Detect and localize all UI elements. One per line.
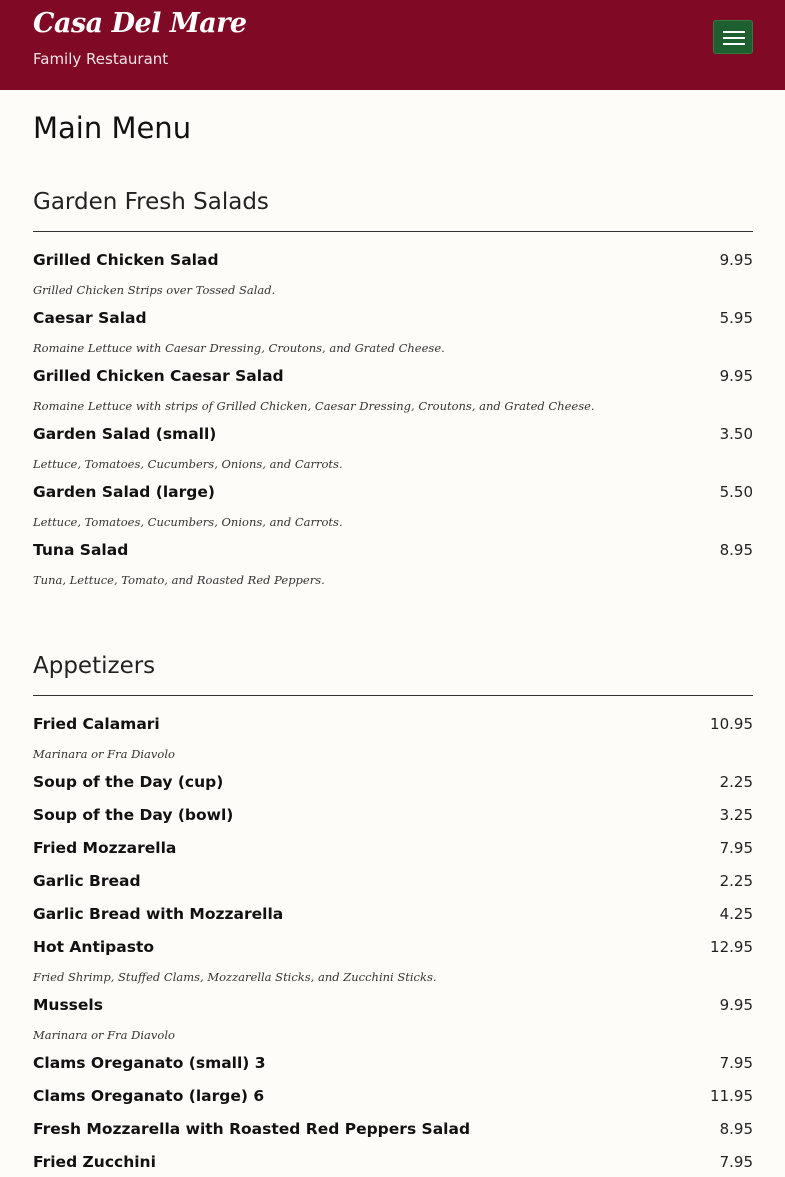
menu-item-name: Clams Oreganato (small) 3: [33, 1054, 266, 1072]
menu-item-price: 8.95: [719, 541, 753, 559]
menu-item-name: Mussels: [33, 996, 103, 1014]
menu-item-description: Fried Shrimp, Stuffed Clams, Mozzarella Sticks, and Zucchini Sticks.: [33, 970, 437, 984]
menu-item-price: 5.95: [719, 309, 753, 327]
menu-item-name: Fried Mozzarella: [33, 839, 177, 857]
menu-item-name: Soup of the Day (bowl): [33, 806, 234, 824]
section-divider: [33, 695, 753, 696]
menu-item-price: 9.95: [719, 996, 753, 1014]
menu-item-description: Tuna, Lettuce, Tomato, and Roasted Red Peppers.: [33, 573, 325, 587]
menu-item-name: Fried Zucchini: [33, 1153, 156, 1171]
menu-item-price: 2.25: [719, 773, 753, 791]
menu-item-price: 10.95: [710, 715, 753, 733]
menu-item-price: 5.50: [719, 483, 753, 501]
menu-item-name: Garlic Bread: [33, 872, 141, 890]
section-title-salads: Garden Fresh Salads: [33, 189, 269, 215]
brand-tagline: Family Restaurant: [33, 50, 169, 68]
menu-item-price: 2.25: [719, 872, 753, 890]
menu-item-description: Marinara or Fra Diavolo: [33, 1028, 175, 1042]
brand-logo[interactable]: Casa Del Mare: [33, 8, 247, 39]
menu-item-name: Tuna Salad: [33, 541, 129, 559]
menu-item-price: 9.95: [719, 251, 753, 269]
menu-item-price: 7.95: [719, 839, 753, 857]
menu-item-price: 11.95: [710, 1087, 753, 1105]
menu-item-name: Garden Salad (large): [33, 483, 215, 501]
menu-item-description: Grilled Chicken Strips over Tossed Salad.: [33, 283, 276, 297]
menu-item-name: Fresh Mozzarella with Roasted Red Peppers Salad: [33, 1120, 471, 1138]
section-title-appetizers: Appetizers: [33, 653, 156, 679]
site-header: [0, 0, 785, 90]
hamburger-icon-bar: [723, 37, 745, 39]
hamburger-icon: [723, 31, 745, 33]
menu-item-name: Clams Oreganato (large) 6: [33, 1087, 265, 1105]
menu-item-price: 3.50: [719, 425, 753, 443]
menu-item-name: Grilled Chicken Salad: [33, 251, 219, 269]
menu-item-name: Soup of the Day (cup): [33, 773, 224, 791]
page-title: Main Menu: [33, 111, 192, 145]
hamburger-icon-bar: [723, 43, 745, 45]
menu-item-description: Lettuce, Tomatoes, Cucumbers, Onions, and Carrots.: [33, 457, 343, 471]
menu-item-name: Garden Salad (small): [33, 425, 217, 443]
menu-item-price: 9.95: [719, 367, 753, 385]
menu-item-price: 7.95: [719, 1153, 753, 1171]
menu-item-price: 4.25: [719, 905, 753, 923]
menu-item-name: Hot Antipasto: [33, 938, 155, 956]
menu-item-name: Fried Calamari: [33, 715, 160, 733]
menu-item-description: Romaine Lettuce with strips of Grilled Chicken, Caesar Dressing, Croutons, and Grated Cheese.: [33, 399, 595, 413]
menu-item-price: 8.95: [719, 1120, 753, 1138]
menu-item-description: Lettuce, Tomatoes, Cucumbers, Onions, and Carrots.: [33, 515, 343, 529]
menu-item-name: Grilled Chicken Caesar Salad: [33, 367, 284, 385]
menu-item-description: Marinara or Fra Diavolo: [33, 747, 175, 761]
menu-item-price: 7.95: [719, 1054, 753, 1072]
menu-item-name: Caesar Salad: [33, 309, 147, 327]
section-divider: [33, 231, 753, 232]
nav-menu-toggle-button[interactable]: [713, 20, 753, 54]
menu-item-price: 12.95: [710, 938, 753, 956]
menu-item-price: 3.25: [719, 806, 753, 824]
menu-item-description: Romaine Lettuce with Caesar Dressing, Croutons, and Grated Cheese.: [33, 341, 445, 355]
menu-item-name: Garlic Bread with Mozzarella: [33, 905, 284, 923]
